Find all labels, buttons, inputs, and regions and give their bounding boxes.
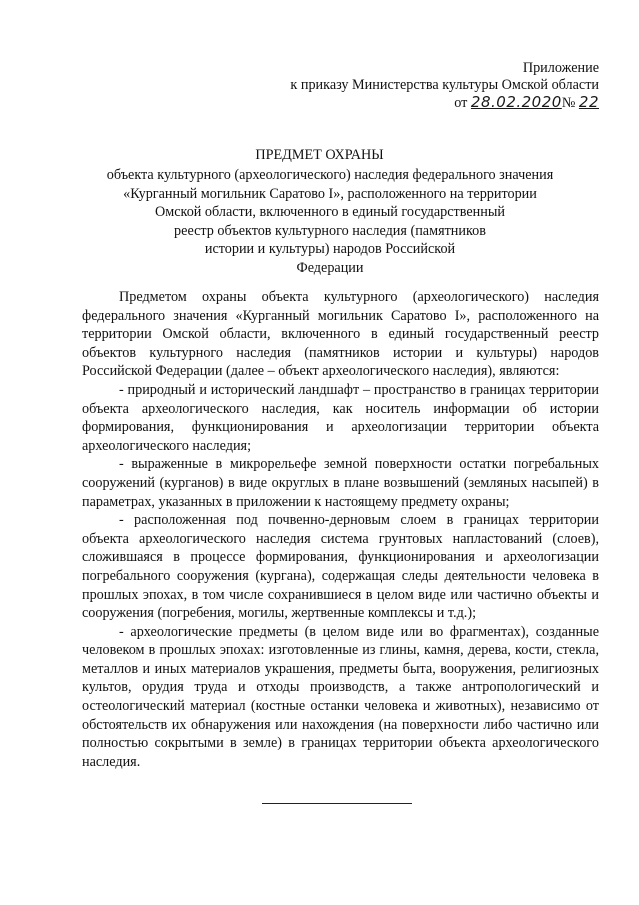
body-paragraph-intro: Предметом охраны объекта культурного (археологического) наследия федерального значения «Курганный могильник Саратово I», расположенного на территории Омской области, включенного в единый государственный реестр объектов культурного наследия (памятников истории и культуры) народов Российской Федерации (далее – объект археологического наследия), являются: — [82, 289, 599, 380]
body-paragraph-layers: - расположенная под почвенно-дерновым слоем в границах территории объекта археологического наследия система грунтовых напластований (слоев), сложившаяся в процессе формирования, функционирования и археологизации погребального сооружения (кургана), содержащая следы деятельности человека в прошлых эпохах, в том числе сохранившиеся в целом виде или частично объекты и сооружения (погребения, могилы, жертвенные комплексы и т.д.); — [82, 512, 599, 622]
appendix-header — [290, 60, 599, 112]
subtitle-line: реестр объектов культурного наследия (памятников — [174, 222, 486, 239]
closing-divider — [262, 803, 412, 804]
document-title: ПРЕДМЕТ ОХРАНЫ — [255, 147, 384, 163]
order-date-line — [290, 94, 599, 112]
order-reference: к приказу Министерства культуры Омской области — [290, 77, 599, 93]
document-body — [82, 288, 599, 771]
subtitle-line: истории и культуры) народов Российской — [204, 241, 456, 258]
appendix-label: Приложение — [522, 60, 599, 76]
handwritten-date: 28.02.2020 — [470, 93, 562, 111]
subtitle-line: «Курганный могильник Саратово I», расположенного на территории — [123, 185, 537, 202]
body-paragraph-landscape: - природный и исторический ландшафт – пространство в границах территории объекта археологического наследия, как носитель информации об истории формирования, функционирования и археологизации территории объекта археологического наследия; — [82, 381, 599, 454]
document-subtitle — [100, 166, 560, 278]
subtitle-line: объекта культурного (археологического) наследия федерального значения — [106, 167, 554, 183]
subtitle-line: Федерации — [296, 259, 364, 276]
body-paragraph-mounds: - выраженные в микрорельефе земной поверхности остатки погребальных сооружений (курганов) в виде округлых в плане возвышений (земляных насыпей) в параметрах, указанных в приложении к настоящему предмету охраны; — [82, 456, 599, 510]
body-paragraph-artifacts: - археологические предметы (в целом виде или во фрагментах), созданные человеком в прошлых эпохах: изготовленные из глины, камня, дерева, кости, стекла, металлов и иных материалов украшения, предметы быта, вооружения, религиозных культов, орудия труда и отходы производств, а также антропологический и остеологический материал (костные останки человека и животных), независимо от обстоятельств их обнаружения или нахождения (на поверхности либо частично или полностью сокрытыми в земле) в границах территории объекта археологического наследия. — [82, 623, 599, 770]
handwritten-number: 22 — [578, 93, 599, 111]
number-prefix: № — [561, 95, 576, 111]
date-prefix: от — [454, 95, 468, 111]
subtitle-line: Омской области, включенного в единый государственный — [155, 204, 505, 221]
